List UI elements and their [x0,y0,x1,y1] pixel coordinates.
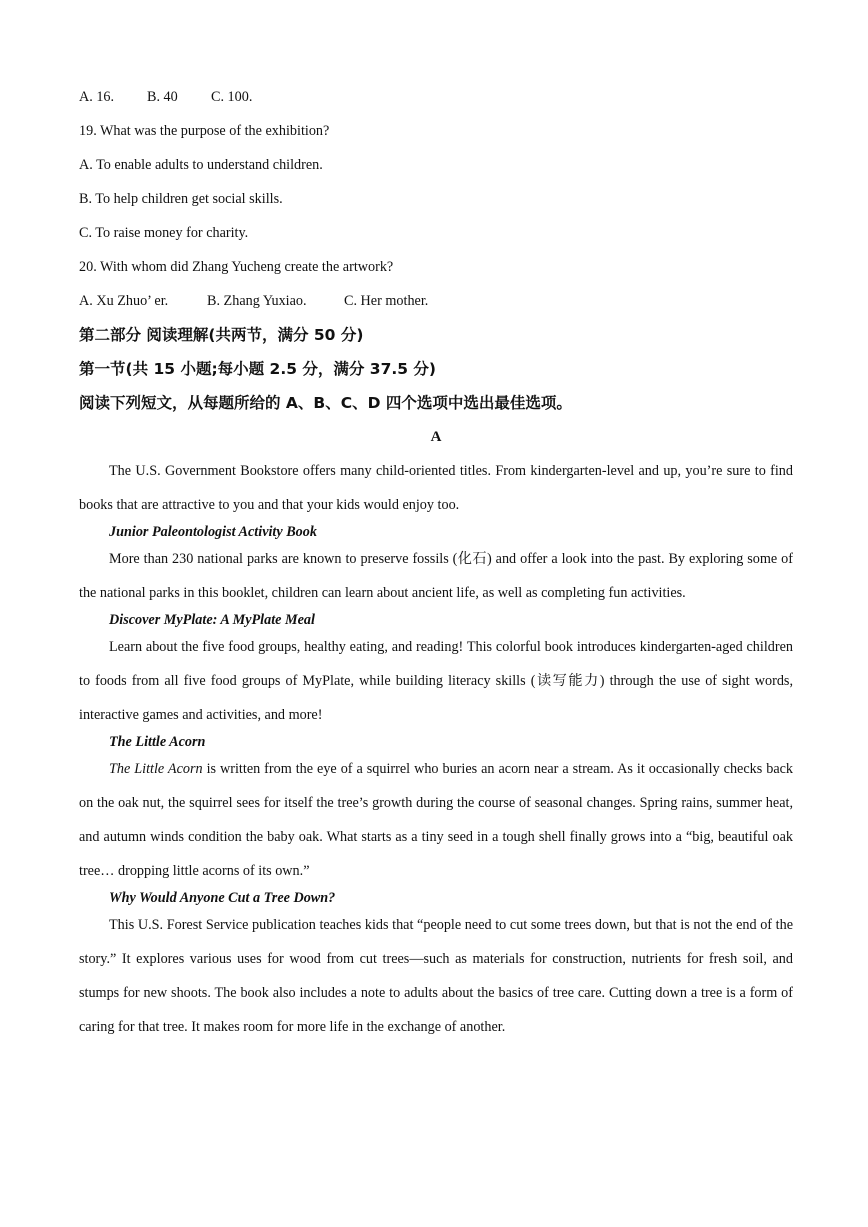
passage-label: A [430,429,442,445]
passage-intro [79,454,793,522]
q20-option-a: A. Xu Zhuo’ er. [79,293,169,309]
book-paragraph [79,752,793,888]
q20-question: 20. With whom did Zhang Yucheng create the artwork? [79,259,394,275]
q19-question: 19. What was the purpose of the exhibition? [79,123,330,139]
q19-option-a: A. To enable adults to understand children. [79,157,323,173]
exam-page [79,87,793,1044]
book-title-cut-tree: Why Would Anyone Cut a Tree Down? [109,890,336,906]
book-paragraph-rest: is written from the eye of a squirrel who buries an acorn near a stream. As it occasionally checks back on the oak nut, the squirrel sees for itself the tree’s growth during the course of seasonal changes. Spring rains, summer heat, and autumn winds condition the baby oak. What starts as a tiny seed in a tough shell finally grows into a “big, beautiful oak tree… dropping little acorns of its own.” [79,761,794,879]
q19-option-c: C. To raise money for charity. [79,225,249,241]
book-title-little-acorn: The Little Acorn [109,734,206,750]
book-paragraph: Learn about the five food groups, healthy eating, and reading! This colorful book introduces kindergarten-aged children to foods from all five food groups of MyPlate, while building literacy skills (读写能力) through the use of sight words, interactive games and activities, and more! [79,639,793,723]
book-desc-cut-tree [79,908,793,1044]
q18-option-c: C. 100. [211,89,253,105]
q20-options [79,291,793,325]
q18-options [79,87,793,121]
italic-book-name: The Little Acorn [109,761,203,777]
book-title-junior-paleontologist: Junior Paleontologist Activity Book [109,524,317,540]
q20-option-c: C. Her mother. [344,293,429,309]
q18-option-b: B. 40 [147,89,178,105]
book-title-myplate: Discover MyPlate: A MyPlate Meal [109,612,315,628]
book-paragraph: This U.S. Forest Service publication teaches kids that “people need to cut some trees down, but that is not the end of the story.” It explores various uses for wood from cut trees—such as materials for construction, nutrients for fresh soil, and stumps for new shoots. The book also includes a note to adults about the basics of tree care. Cutting down a tree is a form of caring for that tree. It makes room for more life in the exchange of another. [79,917,793,1035]
part-title: 第二部分 阅读理解(共两节，满分 50 分) [79,326,364,344]
section-subtitle: 第一节(共 15 小题;每小题 2.5 分，满分 37.5 分) [79,360,437,378]
q19-option-b: B. To help children get social skills. [79,191,283,207]
q18-option-a: A. 16. [79,89,115,105]
intro-paragraph: The U.S. Government Bookstore offers many child-oriented titles. From kindergarten-level and up, you’re sure to find books that are attractive to you and that your kids would enjoy too. [79,463,793,513]
book-desc-junior-paleontologist [79,542,793,610]
section-instruction: 阅读下列短文，从每题所给的 A、B、C、D 四个选项中选出最佳选项。 [79,394,572,412]
book-paragraph: More than 230 national parks are known to preserve fossils (化石) and offer a look into the past. By exploring some of the national parks in this booklet, children can learn about ancient life, as well as completing fun activities. [79,551,793,601]
q20-option-b: B. Zhang Yuxiao. [207,293,307,309]
book-desc-little-acorn [79,752,793,888]
book-desc-myplate [79,630,793,732]
